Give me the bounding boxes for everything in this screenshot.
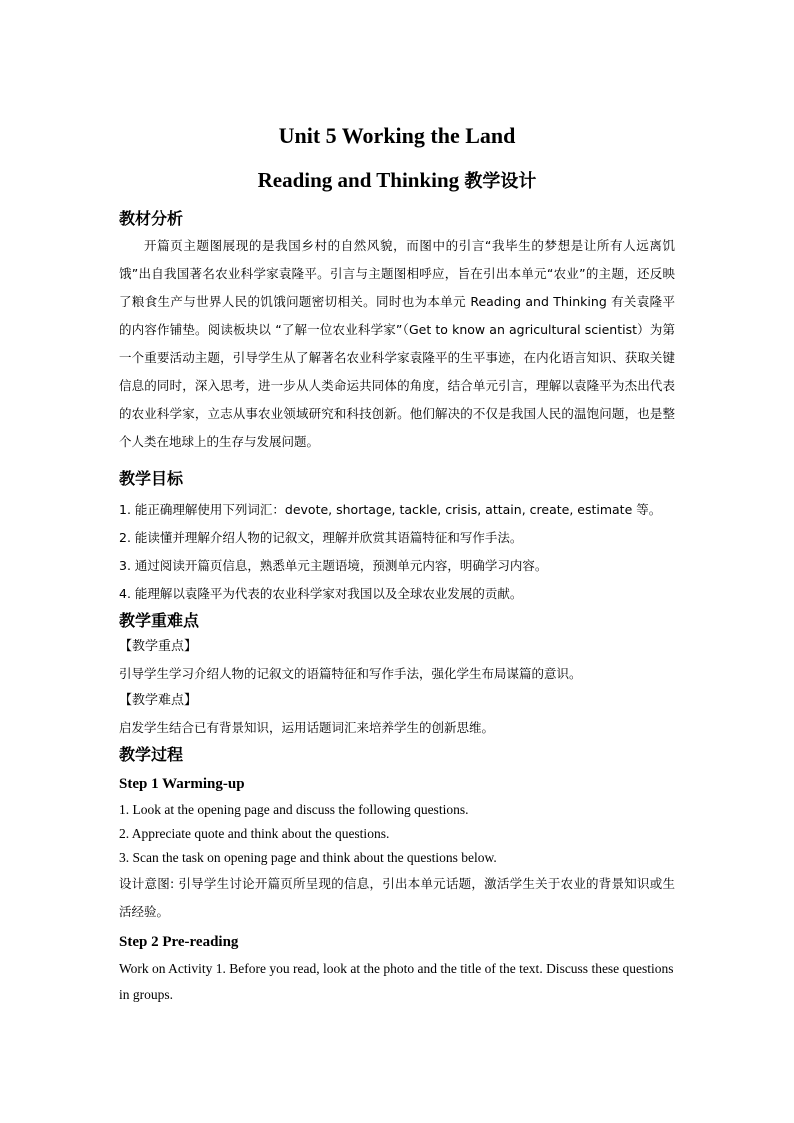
- objective-item: 4. 能理解以袁隆平为代表的农业科学家对我国以及全球农业发展的贡献。: [119, 586, 523, 601]
- section-heading-objectives: 教学目标: [119, 469, 184, 488]
- focus-label: 【教学重点】: [119, 639, 198, 654]
- subtitle-chinese: 教学设计: [464, 171, 537, 192]
- step2-title: Step 2 Pre-reading: [119, 934, 239, 950]
- step1-item: 3. Scan the task on opening page and think about the questions below.: [119, 850, 497, 865]
- difficulty-label: 【教学难点】: [119, 693, 198, 708]
- objective-item: 2. 能读懂并理解介绍人物的记叙文，理解并欣赏其语篇特征和写作手法。: [119, 530, 523, 545]
- objective-item: 3. 通过阅读开篇页信息，熟悉单元主题语境，预测单元内容，明确学习内容。: [119, 558, 548, 573]
- step2-text: Work on Activity 1. Before you read, look at the photo and the title of the text. Discuss these questions in groups.: [119, 961, 674, 1002]
- subtitle-english: Reading and Thinking: [257, 168, 460, 192]
- objectives-list: [119, 496, 675, 608]
- step1-item: 2. Appreciate quote and think about the questions.: [119, 826, 390, 841]
- document-subtitle: [119, 164, 675, 198]
- document-content: [119, 120, 675, 1008]
- section-heading-analysis: 教材分析: [119, 209, 184, 228]
- document-title: Unit 5 Working the Land: [278, 123, 516, 148]
- focus-text: 引导学生学习介绍人物的记叙文的语篇特征和写作手法，强化学生布局谋篇的意识。: [119, 666, 582, 681]
- step1-title: Step 1 Warming-up: [119, 776, 245, 792]
- section-heading-process: 教学过程: [119, 745, 184, 764]
- step1-item: 1. Look at the opening page and discuss the following questions.: [119, 802, 469, 817]
- analysis-paragraph: 开篇页主题图展现的是我国乡村的自然风貌，而图中的引言“我毕生的梦想是让所有人远离饥饿”出自我国著名农业科学家袁隆平。引言与主题图相呼应，旨在引出本单元“农业”的主题，还反映了粮食生产与世界人民的饥饿问题密切相关。同时也为本单元 Reading and Thinking 有关袁隆平的内容作铺垫。阅读板块以 “了解一位农业科学家”（Get to know an agricultural scientist）为第一个重要活动主题，引导学生从了解著名农业科学家袁隆平的生平事迹，在内化语言知识、获取关键信息的同时，深入思考，进一步从人类命运共同体的角度，结合单元引言，理解以袁隆平为杰出代表的农业科学家，立志从事农业领域研究和科技创新。他们解决的不仅是我国人民的温饱问题，也是整个人类在地球上的生存与发展问题。: [119, 238, 675, 449]
- step1-intent: 设计意图: 引导学生讨论开篇页所呈现的信息，引出本单元话题，激活学生关于农业的背景知识或生活经验。: [119, 876, 675, 919]
- section-heading-key-points: 教学重难点: [119, 611, 200, 630]
- objective-item: 1. 能正确理解使用下列词汇：devote, shortage, tackle, crisis, attain, create, estimate 等。: [119, 502, 662, 517]
- difficulty-text: 启发学生结合已有背景知识，运用话题词汇来培养学生的创新思维。: [119, 720, 495, 735]
